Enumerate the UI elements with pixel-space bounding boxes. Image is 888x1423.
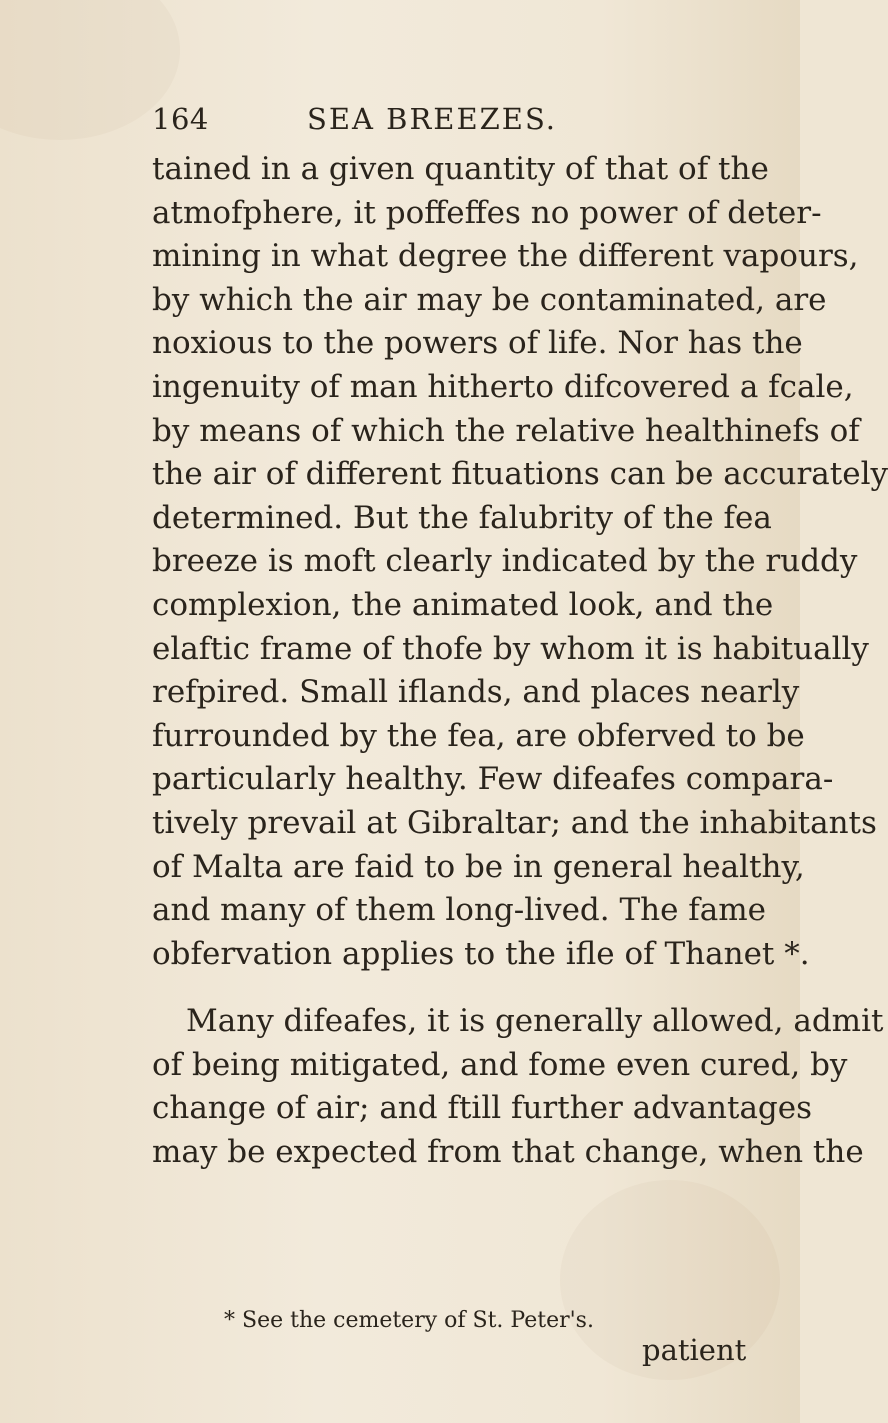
text-line: by means of which the relative healthinefs of [152,412,860,449]
paragraph [152,148,888,976]
text-line: of Malta are faid to be in general healthy, [152,848,805,885]
footnote: * See the cemetery of St. Peter's. [224,1308,594,1333]
text-line: breeze is moft clearly indicated by the ruddy [152,543,858,580]
running-head: SEA BREEZES. [306,102,558,136]
text-line: furrounded by the fea, are obferved to be [152,717,805,754]
text-line: of being mitigated, and fome even cured, by [152,1046,848,1083]
text-line: tively prevail at Gibraltar; and the inhabitants [152,804,877,841]
text-line: change of air; and ftill further advantages [152,1090,813,1127]
text-line: Many difeafes, it is generally allowed, admit [186,1003,884,1040]
text-line: and many of them long-lived. The fame [152,892,767,929]
paragraph [152,1000,884,1174]
text-line: mining in what degree the different vapours, [152,238,859,275]
text-line: tained in a given quantity of that of the [152,151,769,187]
text-line: atmofphere, it poffeffes no power of deter- [152,194,822,231]
catchword: patient [642,1333,747,1367]
text-line: complexion, the animated look, and the [152,586,774,623]
text-line: obfervation applies to the ifle of Thanet *. [152,935,810,972]
text-line: refpired. Small iflands, and places nearly [152,674,800,711]
paragraph-gap [152,976,712,1000]
text-line: may be expected from that change, when the [152,1134,864,1171]
body-text [152,148,888,1175]
text-line: particularly healthy. Few difeafes compara- [152,761,834,798]
page-number: 164 [152,102,209,136]
page-header [152,102,712,142]
text-line: the air of different fituations can be accurately [152,456,888,493]
text-line: determined. But the falubrity of the fea [152,499,772,536]
text-line: by which the air may be contaminated, are [152,281,827,318]
text-line: noxious to the powers of life. Nor has the [152,325,803,362]
text-line: ingenuity of man hitherto difcovered a fcale, [152,368,854,405]
text-line: elaftic frame of thofe by whom it is habitually [152,630,869,667]
